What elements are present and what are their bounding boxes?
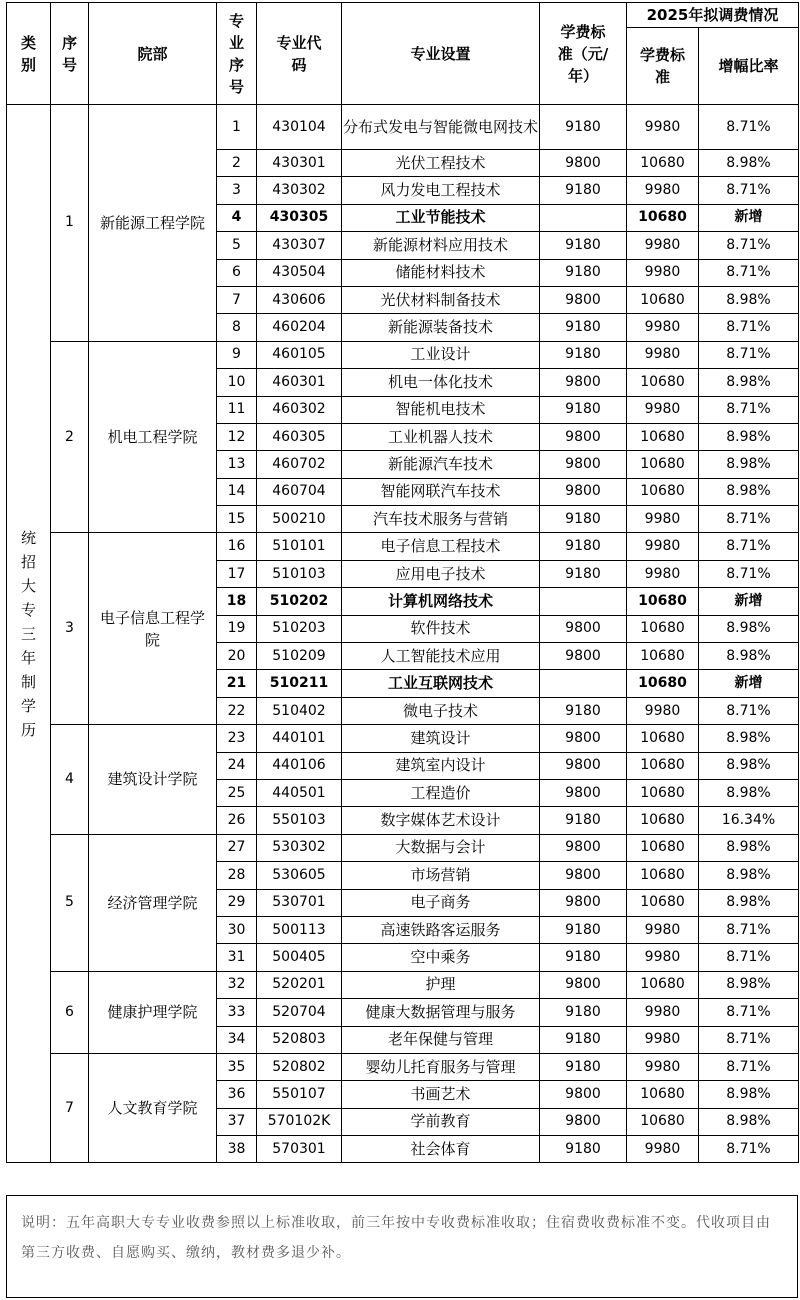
major-seq-cell: 5 <box>217 232 257 259</box>
fee-standard-cell: 9180 <box>540 560 627 587</box>
major-name-cell: 社会体育 <box>342 1136 540 1163</box>
category-cell: 统 招 大 专 三 年 制 学 历 <box>7 105 51 1163</box>
new-fee-cell: 10680 <box>627 834 699 861</box>
major-seq-cell: 21 <box>217 670 257 697</box>
fee-standard-cell: 9800 <box>540 779 627 806</box>
header-major-code <box>257 3 342 105</box>
increase-rate-cell: 新增 <box>699 204 799 231</box>
college-seq-cell: 7 <box>51 1053 89 1163</box>
new-fee-cell: 10680 <box>627 643 699 670</box>
increase-rate-cell: 8.98% <box>699 150 799 177</box>
fee-standard-cell: 9180 <box>540 807 627 834</box>
major-name-cell: 高速铁路客运服务 <box>342 916 540 943</box>
major-name-cell: 风力发电工程技术 <box>342 177 540 204</box>
major-code-cell: 510103 <box>257 560 342 587</box>
major-name-cell: 储能材料技术 <box>342 259 540 286</box>
header-major-seq <box>217 3 257 105</box>
h-seq-text: 序 号 <box>61 33 77 74</box>
major-code-cell: 460302 <box>257 396 342 423</box>
college-name-cell: 健康护理学院 <box>89 971 217 1053</box>
major-name-cell: 婴幼儿托育服务与管理 <box>342 1053 540 1080</box>
fee-table <box>6 2 799 1163</box>
major-seq-cell: 3 <box>217 177 257 204</box>
major-code-cell: 520201 <box>257 971 342 998</box>
increase-rate-cell: 8.71% <box>699 1053 799 1080</box>
increase-rate-cell: 8.71% <box>699 916 799 943</box>
major-name-cell: 智能网联汽车技术 <box>342 478 540 505</box>
increase-rate-cell: 8.98% <box>699 834 799 861</box>
new-fee-cell: 10680 <box>627 670 699 697</box>
increase-rate-cell: 8.98% <box>699 478 799 505</box>
new-fee-cell: 10680 <box>627 451 699 478</box>
new-fee-cell: 10680 <box>627 779 699 806</box>
increase-rate-cell: 8.71% <box>699 105 799 150</box>
new-fee-cell: 9980 <box>627 341 699 368</box>
major-code-cell: 530302 <box>257 834 342 861</box>
major-code-cell: 520803 <box>257 1026 342 1053</box>
major-name-cell: 微电子技术 <box>342 697 540 724</box>
table-row <box>7 1053 799 1080</box>
major-name-cell: 书画艺术 <box>342 1081 540 1108</box>
major-code-cell: 460702 <box>257 451 342 478</box>
college-name-cell: 机电工程学院 <box>89 341 217 533</box>
major-name-cell: 计算机网络技术 <box>342 588 540 615</box>
new-fee-cell: 9980 <box>627 1053 699 1080</box>
header-seq <box>51 3 89 105</box>
increase-rate-cell: 8.71% <box>699 232 799 259</box>
major-code-cell: 430302 <box>257 177 342 204</box>
major-code-cell: 520704 <box>257 999 342 1026</box>
fee-standard-cell: 9180 <box>540 506 627 533</box>
new-fee-cell: 10680 <box>627 807 699 834</box>
h-mseq-text: 专 业 序 号 <box>228 11 244 96</box>
major-code-cell: 500210 <box>257 506 342 533</box>
major-code-cell: 510101 <box>257 533 342 560</box>
fee-standard-cell: 9800 <box>540 615 627 642</box>
major-name-cell: 智能机电技术 <box>342 396 540 423</box>
header-plan-2025: 2025年拟调费情况 <box>627 3 799 28</box>
increase-rate-cell: 8.71% <box>699 1026 799 1053</box>
increase-rate-cell: 8.71% <box>699 506 799 533</box>
major-name-cell: 新能源材料应用技术 <box>342 232 540 259</box>
increase-rate-cell: 8.98% <box>699 752 799 779</box>
college-seq-cell: 2 <box>51 341 89 533</box>
college-seq-cell: 5 <box>51 834 89 971</box>
fee-standard-cell: 9800 <box>540 286 627 313</box>
fee-standard-cell: 9800 <box>540 369 627 396</box>
new-fee-cell: 10680 <box>627 286 699 313</box>
fee-standard-cell: 9800 <box>540 423 627 450</box>
college-name-cell: 经济管理学院 <box>89 834 217 971</box>
major-name-cell: 人工智能技术应用 <box>342 643 540 670</box>
major-name-cell: 数字媒体艺术设计 <box>342 807 540 834</box>
fee-standard-cell: 9800 <box>540 752 627 779</box>
major-seq-cell: 8 <box>217 314 257 341</box>
footnote: 说明：五年高职大专专业收费参照以上标准收取，前三年按中专收费标准收取；住宿费收费标准不变。代收项目由第三方收费、自愿购买、缴纳，教材费多退少补。 <box>6 1195 798 1298</box>
fee-standard-cell: 9180 <box>540 1136 627 1163</box>
major-seq-cell: 38 <box>217 1136 257 1163</box>
increase-rate-cell: 8.98% <box>699 286 799 313</box>
new-fee-cell: 9980 <box>627 396 699 423</box>
new-fee-cell: 10680 <box>627 204 699 231</box>
major-seq-cell: 2 <box>217 150 257 177</box>
new-fee-cell: 10680 <box>627 889 699 916</box>
major-name-cell: 空中乘务 <box>342 944 540 971</box>
major-seq-cell: 33 <box>217 999 257 1026</box>
fee-standard-cell: 9800 <box>540 725 627 752</box>
new-fee-cell: 10680 <box>627 615 699 642</box>
increase-rate-cell: 8.98% <box>699 643 799 670</box>
major-seq-cell: 7 <box>217 286 257 313</box>
major-seq-cell: 4 <box>217 204 257 231</box>
major-seq-cell: 6 <box>217 259 257 286</box>
fee-standard-cell: 9180 <box>540 1053 627 1080</box>
new-fee-cell: 9980 <box>627 533 699 560</box>
increase-rate-cell: 8.98% <box>699 889 799 916</box>
major-name-cell: 工业互联网技术 <box>342 670 540 697</box>
increase-rate-cell: 8.98% <box>699 1081 799 1108</box>
new-fee-cell: 9980 <box>627 1136 699 1163</box>
increase-rate-cell: 8.98% <box>699 862 799 889</box>
major-code-cell: 570301 <box>257 1136 342 1163</box>
major-code-cell: 440501 <box>257 779 342 806</box>
increase-rate-cell: 8.71% <box>699 177 799 204</box>
college-name-cell: 建筑设计学院 <box>89 725 217 835</box>
new-fee-cell: 10680 <box>627 588 699 615</box>
major-name-cell: 光伏工程技术 <box>342 150 540 177</box>
fee-standard-cell: 9180 <box>540 259 627 286</box>
new-fee-cell: 9980 <box>627 314 699 341</box>
major-seq-cell: 9 <box>217 341 257 368</box>
increase-rate-cell: 8.71% <box>699 341 799 368</box>
major-seq-cell: 19 <box>217 615 257 642</box>
major-seq-cell: 37 <box>217 1108 257 1135</box>
major-name-cell: 汽车技术服务与营销 <box>342 506 540 533</box>
fee-standard-cell: 9800 <box>540 971 627 998</box>
major-seq-cell: 22 <box>217 697 257 724</box>
fee-standard-cell: 9180 <box>540 314 627 341</box>
major-code-cell: 500405 <box>257 944 342 971</box>
college-seq-cell: 6 <box>51 971 89 1053</box>
increase-rate-cell: 新增 <box>699 670 799 697</box>
major-seq-cell: 20 <box>217 643 257 670</box>
major-code-cell: 510203 <box>257 615 342 642</box>
college-name-cell: 人文教育学院 <box>89 1053 217 1163</box>
major-seq-cell: 17 <box>217 560 257 587</box>
major-name-cell: 工业机器人技术 <box>342 423 540 450</box>
major-code-cell: 520802 <box>257 1053 342 1080</box>
major-seq-cell: 27 <box>217 834 257 861</box>
increase-rate-cell: 8.71% <box>699 314 799 341</box>
major-name-cell: 市场营销 <box>342 862 540 889</box>
major-seq-cell: 23 <box>217 725 257 752</box>
increase-rate-cell: 8.98% <box>699 971 799 998</box>
new-fee-cell: 10680 <box>627 1108 699 1135</box>
increase-rate-cell: 8.98% <box>699 451 799 478</box>
increase-rate-cell: 8.71% <box>699 944 799 971</box>
major-seq-cell: 11 <box>217 396 257 423</box>
new-fee-cell: 9980 <box>627 177 699 204</box>
major-code-cell: 430301 <box>257 150 342 177</box>
fee-standard-cell: 9180 <box>540 105 627 150</box>
major-seq-cell: 10 <box>217 369 257 396</box>
major-code-cell: 510402 <box>257 697 342 724</box>
fee-standard-cell: 9800 <box>540 478 627 505</box>
major-code-cell: 550107 <box>257 1081 342 1108</box>
increase-rate-cell: 8.71% <box>699 697 799 724</box>
new-fee-cell: 9980 <box>627 560 699 587</box>
major-seq-cell: 29 <box>217 889 257 916</box>
major-name-cell: 护理 <box>342 971 540 998</box>
major-code-cell: 570102K <box>257 1108 342 1135</box>
fee-standard-cell: 9180 <box>540 533 627 560</box>
major-name-cell: 软件技术 <box>342 615 540 642</box>
major-name-cell: 光伏材料制备技术 <box>342 286 540 313</box>
major-name-cell: 机电一体化技术 <box>342 369 540 396</box>
increase-rate-cell: 8.71% <box>699 560 799 587</box>
table-row <box>7 834 799 861</box>
major-code-cell: 460105 <box>257 341 342 368</box>
fee-standard-cell: 9180 <box>540 396 627 423</box>
h-newfee-text: 学费标 准 <box>639 46 685 86</box>
new-fee-cell: 10680 <box>627 478 699 505</box>
new-fee-cell: 9980 <box>627 944 699 971</box>
major-name-cell: 老年保健与管理 <box>342 1026 540 1053</box>
fee-standard-cell: 9800 <box>540 643 627 670</box>
major-name-cell: 工程造价 <box>342 779 540 806</box>
major-name-cell: 电子商务 <box>342 889 540 916</box>
college-name-cell: 新能源工程学院 <box>89 105 217 342</box>
header-increase-rate: 增幅比率 <box>699 28 799 105</box>
major-code-cell: 460704 <box>257 478 342 505</box>
fee-standard-cell <box>540 588 627 615</box>
fee-standard-cell: 9800 <box>540 862 627 889</box>
major-seq-cell: 36 <box>217 1081 257 1108</box>
major-code-cell: 510211 <box>257 670 342 697</box>
new-fee-cell: 9980 <box>627 1026 699 1053</box>
major-name-cell: 工业设计 <box>342 341 540 368</box>
new-fee-cell: 9980 <box>627 916 699 943</box>
major-name-cell: 建筑设计 <box>342 725 540 752</box>
major-name-cell: 建筑室内设计 <box>342 752 540 779</box>
major-code-cell: 500113 <box>257 916 342 943</box>
increase-rate-cell: 新增 <box>699 588 799 615</box>
fee-standard-cell: 9180 <box>540 916 627 943</box>
new-fee-cell: 10680 <box>627 971 699 998</box>
fee-standard-cell: 9800 <box>540 150 627 177</box>
fee-standard-cell: 9800 <box>540 451 627 478</box>
major-code-cell: 510202 <box>257 588 342 615</box>
header-fee-standard <box>540 3 627 105</box>
new-fee-cell: 10680 <box>627 862 699 889</box>
major-seq-cell: 35 <box>217 1053 257 1080</box>
fee-standard-cell: 9180 <box>540 232 627 259</box>
fee-standard-cell <box>540 670 627 697</box>
major-seq-cell: 32 <box>217 971 257 998</box>
new-fee-cell: 9980 <box>627 999 699 1026</box>
major-seq-cell: 24 <box>217 752 257 779</box>
major-code-cell: 440101 <box>257 725 342 752</box>
new-fee-cell: 10680 <box>627 1081 699 1108</box>
college-name-cell: 电子信息工程学院 <box>89 533 217 725</box>
major-seq-cell: 15 <box>217 506 257 533</box>
increase-rate-cell: 8.98% <box>699 779 799 806</box>
major-name-cell: 应用电子技术 <box>342 560 540 587</box>
college-seq-cell: 3 <box>51 533 89 725</box>
table-row <box>7 725 799 752</box>
increase-rate-cell: 8.98% <box>699 615 799 642</box>
major-code-cell: 530605 <box>257 862 342 889</box>
major-name-cell: 大数据与会计 <box>342 834 540 861</box>
major-name-cell: 健康大数据管理与服务 <box>342 999 540 1026</box>
major-name-cell: 学前教育 <box>342 1108 540 1135</box>
major-code-cell: 460301 <box>257 369 342 396</box>
major-seq-cell: 1 <box>217 105 257 150</box>
fee-standard-cell: 9180 <box>540 999 627 1026</box>
increase-rate-cell: 8.98% <box>699 725 799 752</box>
header-college: 院部 <box>89 3 217 105</box>
new-fee-cell: 10680 <box>627 725 699 752</box>
major-code-cell: 440106 <box>257 752 342 779</box>
header-major-name: 专业设置 <box>342 3 540 105</box>
major-code-cell: 430504 <box>257 259 342 286</box>
new-fee-cell: 9980 <box>627 506 699 533</box>
major-code-cell: 430305 <box>257 204 342 231</box>
fee-standard-cell: 9800 <box>540 1108 627 1135</box>
college-seq-cell: 4 <box>51 725 89 835</box>
college-seq-cell: 1 <box>51 105 89 342</box>
increase-rate-cell: 8.71% <box>699 259 799 286</box>
major-seq-cell: 31 <box>217 944 257 971</box>
major-seq-cell: 26 <box>217 807 257 834</box>
h-code-text: 专业代 码 <box>276 33 322 74</box>
major-seq-cell: 28 <box>217 862 257 889</box>
new-fee-cell: 10680 <box>627 423 699 450</box>
fee-standard-cell: 9180 <box>540 697 627 724</box>
fee-standard-cell <box>540 204 627 231</box>
major-name-cell: 工业节能技术 <box>342 204 540 231</box>
new-fee-cell: 10680 <box>627 150 699 177</box>
fee-standard-cell: 9180 <box>540 944 627 971</box>
new-fee-cell: 9980 <box>627 697 699 724</box>
major-seq-cell: 12 <box>217 423 257 450</box>
major-name-cell: 新能源汽车技术 <box>342 451 540 478</box>
table-row <box>7 533 799 560</box>
h-cat-text: 类 别 <box>20 33 36 74</box>
major-code-cell: 430307 <box>257 232 342 259</box>
header-new-fee <box>627 28 699 105</box>
major-code-cell: 430606 <box>257 286 342 313</box>
fee-standard-cell: 9800 <box>540 834 627 861</box>
new-fee-cell: 9980 <box>627 105 699 150</box>
major-seq-cell: 18 <box>217 588 257 615</box>
fee-standard-cell: 9800 <box>540 889 627 916</box>
new-fee-cell: 10680 <box>627 752 699 779</box>
major-code-cell: 430104 <box>257 105 342 150</box>
major-seq-cell: 16 <box>217 533 257 560</box>
major-code-cell: 460204 <box>257 314 342 341</box>
major-code-cell: 460305 <box>257 423 342 450</box>
increase-rate-cell: 16.34% <box>699 807 799 834</box>
fee-standard-cell: 9800 <box>540 1081 627 1108</box>
fee-standard-cell: 9180 <box>540 341 627 368</box>
table-row <box>7 341 799 368</box>
increase-rate-cell: 8.98% <box>699 423 799 450</box>
new-fee-cell: 9980 <box>627 259 699 286</box>
table-row <box>7 971 799 998</box>
table-row <box>7 105 799 150</box>
major-name-cell: 电子信息工程技术 <box>342 533 540 560</box>
h-fee-text: 学费标 准（元/ 年） <box>557 22 609 85</box>
increase-rate-cell: 8.71% <box>699 999 799 1026</box>
major-code-cell: 550103 <box>257 807 342 834</box>
major-seq-cell: 34 <box>217 1026 257 1053</box>
fee-standard-cell: 9180 <box>540 1026 627 1053</box>
new-fee-cell: 10680 <box>627 369 699 396</box>
new-fee-cell: 9980 <box>627 232 699 259</box>
major-code-cell: 510209 <box>257 643 342 670</box>
increase-rate-cell: 8.71% <box>699 1136 799 1163</box>
major-seq-cell: 30 <box>217 916 257 943</box>
major-seq-cell: 25 <box>217 779 257 806</box>
major-seq-cell: 14 <box>217 478 257 505</box>
increase-rate-cell: 8.98% <box>699 1108 799 1135</box>
increase-rate-cell: 8.98% <box>699 369 799 396</box>
major-code-cell: 530701 <box>257 889 342 916</box>
increase-rate-cell: 8.71% <box>699 533 799 560</box>
major-seq-cell: 13 <box>217 451 257 478</box>
major-name-cell: 新能源装备技术 <box>342 314 540 341</box>
fee-standard-cell: 9180 <box>540 177 627 204</box>
increase-rate-cell: 8.71% <box>699 396 799 423</box>
major-name-cell: 分布式发电与智能微电网技术 <box>342 105 540 150</box>
header-category <box>7 3 51 105</box>
